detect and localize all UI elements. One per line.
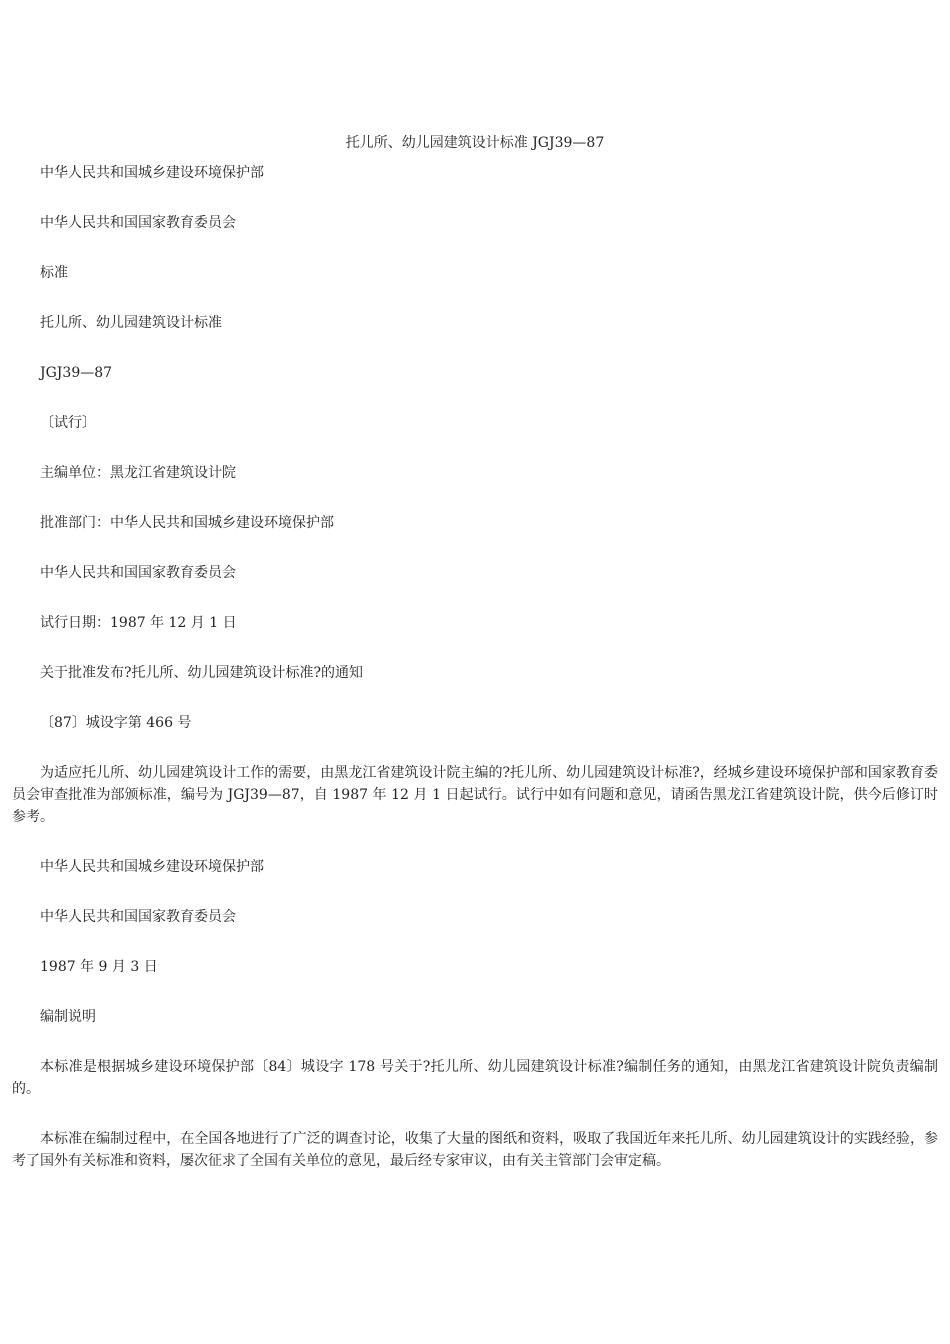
standard-name: 托儿所、幼儿园建筑设计标准 <box>40 315 222 331</box>
trial-note: 〔试行〕 <box>40 415 96 431</box>
standard-label: 标准 <box>40 265 68 281</box>
issuer-education-commission: 中华人民共和国国家教育委员会 <box>40 215 236 231</box>
compilation-paragraph-2: 本标准在编制过程中，在全国各地进行了广泛的调查讨论，收集了大量的图纸和资料，吸取了我国近年来托儿所、幼儿园建筑设计的实践经验，参考了国外有关标准和资料，屡次征求了全国有关单位的意见，最后经专家审议，由有关主管部门会审定稿。 <box>12 1131 938 1169</box>
notice-body: 为适应托儿所、幼儿园建筑设计工作的需要，由黑龙江省建筑设计院主编的?托儿所、幼儿园建筑设计标准?，经城乡建设环境保护部和国家教育委员会审查批准为部颁标准，编号为 JGJ39—87，自 1987 年 12 月 1 日起试行。试行中如有问题和意见，请函告黑龙江省建筑设计院，供今后修订时参考。 <box>12 765 938 825</box>
trial-date: 试行日期：1987 年 12 月 1 日 <box>40 615 237 631</box>
document-title: 托儿所、幼儿园建筑设计标准 JGJ39—87 <box>345 135 605 151</box>
compilation-paragraph-1: 本标准是根据城乡建设环境保护部〔84〕城设字 178 号关于?托儿所、幼儿园建筑设计标准?编制任务的通知，由黑龙江省建筑设计院负责编制的。 <box>12 1059 938 1097</box>
section-heading-compilation: 编制说明 <box>40 1009 96 1025</box>
approval-department: 批准部门：中华人民共和国城乡建设环境保护部 <box>40 515 334 531</box>
notice-number: 〔87〕城设字第 466 号 <box>40 715 192 731</box>
standard-code: JGJ39—87 <box>40 365 113 381</box>
signature-ministry-construction: 中华人民共和国城乡建设环境保护部 <box>40 859 264 875</box>
approval-department-2: 中华人民共和国国家教育委员会 <box>40 565 236 581</box>
issuer-ministry-construction: 中华人民共和国城乡建设环境保护部 <box>40 165 264 181</box>
notice-date: 1987 年 9 月 3 日 <box>40 959 158 975</box>
notice-title: 关于批准发布?托儿所、幼儿园建筑设计标准?的通知 <box>40 665 364 681</box>
signature-education-commission: 中华人民共和国国家教育委员会 <box>40 909 236 925</box>
editor-unit: 主编单位：黑龙江省建筑设计院 <box>40 465 236 481</box>
document-body <box>12 162 938 1200</box>
